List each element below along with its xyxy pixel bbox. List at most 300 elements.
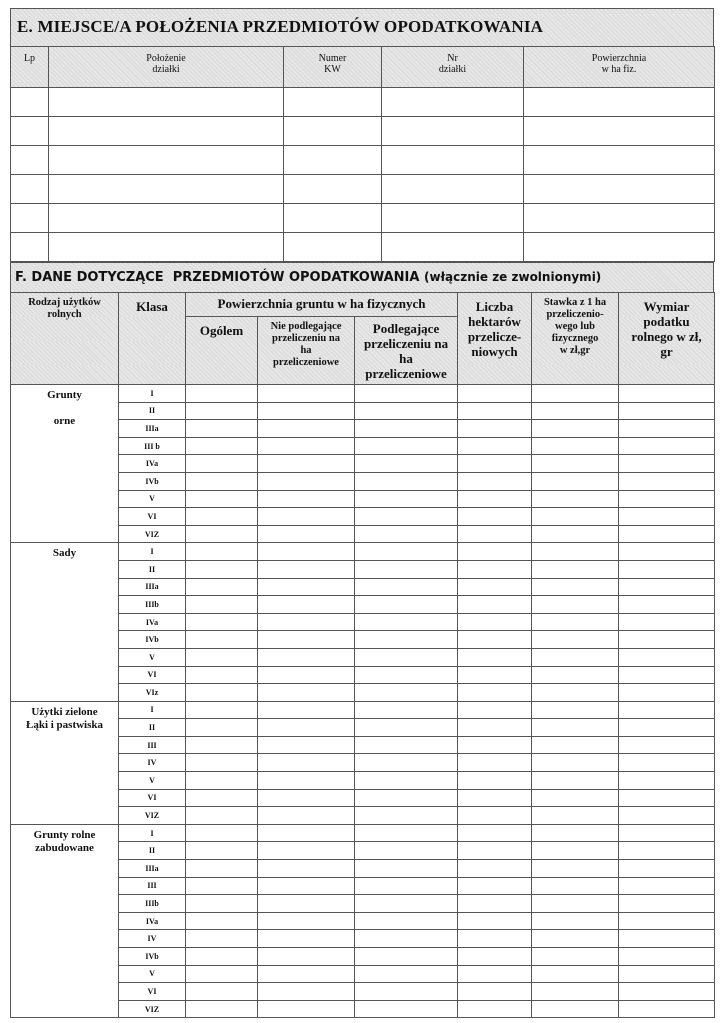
podlegajace-input[interactable] bbox=[355, 701, 458, 719]
ogolem-input[interactable] bbox=[186, 877, 258, 895]
stawka-input[interactable] bbox=[532, 560, 619, 578]
nie-podlegajace-input[interactable] bbox=[258, 525, 355, 543]
wymiar-input[interactable] bbox=[619, 807, 715, 825]
nie-podlegajace-input[interactable] bbox=[258, 789, 355, 807]
liczba-hektarow-input[interactable] bbox=[458, 965, 532, 983]
section-f-row bbox=[11, 701, 715, 719]
stawka-input[interactable] bbox=[532, 877, 619, 895]
nie-podlegajace-input[interactable] bbox=[258, 912, 355, 930]
wymiar-input[interactable] bbox=[619, 402, 715, 420]
liczba-hektarow-input[interactable] bbox=[458, 455, 532, 473]
klasa-cell: IV bbox=[119, 754, 186, 772]
ogolem-input[interactable] bbox=[186, 930, 258, 948]
polozenie-input[interactable] bbox=[49, 88, 284, 117]
liczba-hektarow-input[interactable] bbox=[458, 772, 532, 790]
klasa-cell: III bbox=[119, 877, 186, 895]
stawka-input[interactable] bbox=[532, 754, 619, 772]
numer-kw-input[interactable] bbox=[284, 117, 382, 146]
nr-dzialki-input[interactable] bbox=[382, 117, 524, 146]
liczba-hektarow-input[interactable] bbox=[458, 472, 532, 490]
stawka-input[interactable] bbox=[532, 385, 619, 403]
podlegajace-input[interactable] bbox=[355, 895, 458, 913]
wymiar-input[interactable] bbox=[619, 490, 715, 508]
nie-podlegajace-input[interactable] bbox=[258, 736, 355, 754]
liczba-hektarow-input[interactable] bbox=[458, 437, 532, 455]
wymiar-input[interactable] bbox=[619, 877, 715, 895]
section-f-title-tail: (włącznie ze zwolnionymi) bbox=[424, 270, 602, 284]
podlegajace-input[interactable] bbox=[355, 578, 458, 596]
klasa-cell: I bbox=[119, 701, 186, 719]
nie-podlegajace-input[interactable] bbox=[258, 560, 355, 578]
liczba-hektarow-input[interactable] bbox=[458, 684, 532, 702]
section-e-row bbox=[11, 88, 715, 117]
podlegajace-input[interactable] bbox=[355, 860, 458, 878]
header-rodzaj: Rodzaj użytków rolnych bbox=[11, 293, 119, 385]
podlegajace-input[interactable] bbox=[355, 437, 458, 455]
powierzchnia-input[interactable] bbox=[524, 233, 715, 262]
klasa-cell: II bbox=[119, 842, 186, 860]
podlegajace-input[interactable] bbox=[355, 402, 458, 420]
liczba-hektarow-input[interactable] bbox=[458, 666, 532, 684]
powierzchnia-input[interactable] bbox=[524, 204, 715, 233]
polozenie-input[interactable] bbox=[49, 146, 284, 175]
klasa-cell: IVb bbox=[119, 631, 186, 649]
wymiar-input[interactable] bbox=[619, 895, 715, 913]
nr-dzialki-input[interactable] bbox=[382, 146, 524, 175]
powierzchnia-input[interactable] bbox=[524, 146, 715, 175]
liczba-hektarow-input[interactable] bbox=[458, 596, 532, 614]
stawka-input[interactable] bbox=[532, 420, 619, 438]
wymiar-input[interactable] bbox=[619, 420, 715, 438]
wymiar-input[interactable] bbox=[619, 948, 715, 966]
stawka-input[interactable] bbox=[532, 508, 619, 526]
nie-podlegajace-input[interactable] bbox=[258, 772, 355, 790]
header-nie-podlegajace: Nie podlegające przeliczeniu na ha przeliczeniowe bbox=[258, 317, 355, 385]
liczba-hektarow-input[interactable] bbox=[458, 525, 532, 543]
klasa-cell: II bbox=[119, 402, 186, 420]
stawka-input[interactable] bbox=[532, 789, 619, 807]
wymiar-input[interactable] bbox=[619, 701, 715, 719]
liczba-hektarow-input[interactable] bbox=[458, 824, 532, 842]
wymiar-input[interactable] bbox=[619, 912, 715, 930]
wymiar-input[interactable] bbox=[619, 613, 715, 631]
nie-podlegajace-input[interactable] bbox=[258, 420, 355, 438]
klasa-cell: IIIb bbox=[119, 895, 186, 913]
podlegajace-input[interactable] bbox=[355, 560, 458, 578]
liczba-hektarow-input[interactable] bbox=[458, 385, 532, 403]
stawka-input[interactable] bbox=[532, 736, 619, 754]
header-podlegajace: Podlegające przeliczeniu na ha przeliczeniowe bbox=[355, 317, 458, 385]
podlegajace-input[interactable] bbox=[355, 930, 458, 948]
stawka-input[interactable] bbox=[532, 402, 619, 420]
liczba-hektarow-input[interactable] bbox=[458, 701, 532, 719]
podlegajace-input[interactable] bbox=[355, 736, 458, 754]
liczba-hektarow-input[interactable] bbox=[458, 912, 532, 930]
nie-podlegajace-input[interactable] bbox=[258, 472, 355, 490]
ogolem-input[interactable] bbox=[186, 754, 258, 772]
ogolem-input[interactable] bbox=[186, 437, 258, 455]
liczba-hektarow-input[interactable] bbox=[458, 789, 532, 807]
podlegajace-input[interactable] bbox=[355, 789, 458, 807]
wymiar-input[interactable] bbox=[619, 631, 715, 649]
ogolem-input[interactable] bbox=[186, 472, 258, 490]
header-powierzchnia: Powierzchnia gruntu w ha fizycznych bbox=[186, 293, 458, 317]
podlegajace-input[interactable] bbox=[355, 455, 458, 473]
podlegajace-input[interactable] bbox=[355, 842, 458, 860]
lp-cell bbox=[11, 175, 49, 204]
nr-dzialki-input[interactable] bbox=[382, 233, 524, 262]
section-e-table bbox=[10, 46, 715, 262]
klasa-cell: III b bbox=[119, 437, 186, 455]
nie-podlegajace-input[interactable] bbox=[258, 402, 355, 420]
section-e-row bbox=[11, 146, 715, 175]
wymiar-input[interactable] bbox=[619, 472, 715, 490]
nie-podlegajace-input[interactable] bbox=[258, 543, 355, 561]
liczba-hektarow-input[interactable] bbox=[458, 543, 532, 561]
liczba-hektarow-input[interactable] bbox=[458, 402, 532, 420]
numer-kw-input[interactable] bbox=[284, 146, 382, 175]
stawka-input[interactable] bbox=[532, 719, 619, 737]
liczba-hektarow-input[interactable] bbox=[458, 948, 532, 966]
ogolem-input[interactable] bbox=[186, 789, 258, 807]
ogolem-input[interactable] bbox=[186, 842, 258, 860]
klasa-cell: V bbox=[119, 965, 186, 983]
wymiar-input[interactable] bbox=[619, 930, 715, 948]
klasa-cell: I bbox=[119, 824, 186, 842]
stawka-input[interactable] bbox=[532, 578, 619, 596]
nie-podlegajace-input[interactable] bbox=[258, 948, 355, 966]
nr-dzialki-input[interactable] bbox=[382, 88, 524, 117]
nie-podlegajace-input[interactable] bbox=[258, 983, 355, 1001]
wymiar-input[interactable] bbox=[619, 596, 715, 614]
liczba-hektarow-input[interactable] bbox=[458, 508, 532, 526]
podlegajace-input[interactable] bbox=[355, 508, 458, 526]
col-numer-kw: Numer KW bbox=[284, 47, 382, 88]
wymiar-input[interactable] bbox=[619, 508, 715, 526]
podlegajace-input[interactable] bbox=[355, 684, 458, 702]
powierzchnia-input[interactable] bbox=[524, 117, 715, 146]
podlegajace-input[interactable] bbox=[355, 1000, 458, 1018]
stawka-input[interactable] bbox=[532, 596, 619, 614]
stawka-input[interactable] bbox=[532, 807, 619, 825]
klasa-cell: VI bbox=[119, 508, 186, 526]
stawka-input[interactable] bbox=[532, 613, 619, 631]
podlegajace-input[interactable] bbox=[355, 472, 458, 490]
ogolem-input[interactable] bbox=[186, 860, 258, 878]
nie-podlegajace-input[interactable] bbox=[258, 895, 355, 913]
liczba-hektarow-input[interactable] bbox=[458, 648, 532, 666]
polozenie-input[interactable] bbox=[49, 175, 284, 204]
ogolem-input[interactable] bbox=[186, 719, 258, 737]
col-polozenie: Położenie działki bbox=[49, 47, 284, 88]
klasa-cell: IVa bbox=[119, 912, 186, 930]
podlegajace-input[interactable] bbox=[355, 877, 458, 895]
group-label: Grunty rolne zabudowane bbox=[11, 824, 119, 1018]
podlegajace-input[interactable] bbox=[355, 912, 458, 930]
lp-cell bbox=[11, 88, 49, 117]
ogolem-input[interactable] bbox=[186, 948, 258, 966]
wymiar-input[interactable] bbox=[619, 983, 715, 1001]
podlegajace-input[interactable] bbox=[355, 490, 458, 508]
liczba-hektarow-input[interactable] bbox=[458, 719, 532, 737]
wymiar-input[interactable] bbox=[619, 437, 715, 455]
ogolem-input[interactable] bbox=[186, 807, 258, 825]
wymiar-input[interactable] bbox=[619, 543, 715, 561]
wymiar-input[interactable] bbox=[619, 965, 715, 983]
liczba-hektarow-input[interactable] bbox=[458, 754, 532, 772]
numer-kw-input[interactable] bbox=[284, 88, 382, 117]
ogolem-input[interactable] bbox=[186, 684, 258, 702]
stawka-input[interactable] bbox=[532, 631, 619, 649]
ogolem-input[interactable] bbox=[186, 736, 258, 754]
stawka-input[interactable] bbox=[532, 525, 619, 543]
ogolem-input[interactable] bbox=[186, 824, 258, 842]
klasa-cell: IVa bbox=[119, 613, 186, 631]
wymiar-input[interactable] bbox=[619, 385, 715, 403]
section-e-row bbox=[11, 233, 715, 262]
nie-podlegajace-input[interactable] bbox=[258, 385, 355, 403]
section-e-title: E. MIEJSCE/A POŁOŻENIA PRZEDMIOTÓW OPODATKOWANIA bbox=[10, 8, 714, 46]
header-wymiar: Wymiar podatku rolnego w zł, gr bbox=[619, 293, 715, 385]
ogolem-input[interactable] bbox=[186, 560, 258, 578]
lp-cell bbox=[11, 233, 49, 262]
liczba-hektarow-input[interactable] bbox=[458, 420, 532, 438]
nie-podlegajace-input[interactable] bbox=[258, 860, 355, 878]
stawka-input[interactable] bbox=[532, 965, 619, 983]
podlegajace-input[interactable] bbox=[355, 385, 458, 403]
nie-podlegajace-input[interactable] bbox=[258, 965, 355, 983]
form-page bbox=[10, 8, 714, 1018]
ogolem-input[interactable] bbox=[186, 613, 258, 631]
ogolem-input[interactable] bbox=[186, 455, 258, 473]
liczba-hektarow-input[interactable] bbox=[458, 930, 532, 948]
klasa-cell: IVa bbox=[119, 455, 186, 473]
header-liczba: Liczba hektarów przelicze- niowych bbox=[458, 293, 532, 385]
lp-cell bbox=[11, 117, 49, 146]
stawka-input[interactable] bbox=[532, 666, 619, 684]
klasa-cell: IVb bbox=[119, 472, 186, 490]
liczba-hektarow-input[interactable] bbox=[458, 860, 532, 878]
nr-dzialki-input[interactable] bbox=[382, 204, 524, 233]
stawka-input[interactable] bbox=[532, 948, 619, 966]
ogolem-input[interactable] bbox=[186, 490, 258, 508]
podlegajace-input[interactable] bbox=[355, 596, 458, 614]
nie-podlegajace-input[interactable] bbox=[258, 930, 355, 948]
polozenie-input[interactable] bbox=[49, 204, 284, 233]
nie-podlegajace-input[interactable] bbox=[258, 596, 355, 614]
wymiar-input[interactable] bbox=[619, 684, 715, 702]
wymiar-input[interactable] bbox=[619, 578, 715, 596]
liczba-hektarow-input[interactable] bbox=[458, 895, 532, 913]
nie-podlegajace-input[interactable] bbox=[258, 648, 355, 666]
klasa-cell: IV bbox=[119, 930, 186, 948]
podlegajace-input[interactable] bbox=[355, 543, 458, 561]
ogolem-input[interactable] bbox=[186, 385, 258, 403]
klasa-cell: VIZ bbox=[119, 807, 186, 825]
stawka-input[interactable] bbox=[532, 648, 619, 666]
nie-podlegajace-input[interactable] bbox=[258, 842, 355, 860]
ogolem-input[interactable] bbox=[186, 895, 258, 913]
numer-kw-input[interactable] bbox=[284, 175, 382, 204]
ogolem-input[interactable] bbox=[186, 420, 258, 438]
klasa-cell: VI bbox=[119, 789, 186, 807]
ogolem-input[interactable] bbox=[186, 543, 258, 561]
klasa-cell: VIz bbox=[119, 684, 186, 702]
liczba-hektarow-input[interactable] bbox=[458, 877, 532, 895]
group-label: Grunty orne bbox=[11, 385, 119, 543]
ogolem-input[interactable] bbox=[186, 508, 258, 526]
ogolem-input[interactable] bbox=[186, 525, 258, 543]
liczba-hektarow-input[interactable] bbox=[458, 613, 532, 631]
podlegajace-input[interactable] bbox=[355, 631, 458, 649]
wymiar-input[interactable] bbox=[619, 860, 715, 878]
polozenie-input[interactable] bbox=[49, 117, 284, 146]
nie-podlegajace-input[interactable] bbox=[258, 455, 355, 473]
ogolem-input[interactable] bbox=[186, 772, 258, 790]
section-f-title bbox=[10, 262, 714, 292]
ogolem-input[interactable] bbox=[186, 578, 258, 596]
stawka-input[interactable] bbox=[532, 684, 619, 702]
numer-kw-input[interactable] bbox=[284, 233, 382, 262]
wymiar-input[interactable] bbox=[619, 648, 715, 666]
wymiar-input[interactable] bbox=[619, 525, 715, 543]
stawka-input[interactable] bbox=[532, 895, 619, 913]
liczba-hektarow-input[interactable] bbox=[458, 736, 532, 754]
wymiar-input[interactable] bbox=[619, 824, 715, 842]
podlegajace-input[interactable] bbox=[355, 983, 458, 1001]
nr-dzialki-input[interactable] bbox=[382, 175, 524, 204]
nie-podlegajace-input[interactable] bbox=[258, 807, 355, 825]
wymiar-input[interactable] bbox=[619, 560, 715, 578]
nie-podlegajace-input[interactable] bbox=[258, 631, 355, 649]
podlegajace-input[interactable] bbox=[355, 420, 458, 438]
section-e-row bbox=[11, 175, 715, 204]
liczba-hektarow-input[interactable] bbox=[458, 1000, 532, 1018]
powierzchnia-input[interactable] bbox=[524, 88, 715, 117]
stawka-input[interactable] bbox=[532, 490, 619, 508]
stawka-input[interactable] bbox=[532, 842, 619, 860]
nie-podlegajace-input[interactable] bbox=[258, 719, 355, 737]
podlegajace-input[interactable] bbox=[355, 719, 458, 737]
numer-kw-input[interactable] bbox=[284, 204, 382, 233]
nie-podlegajace-input[interactable] bbox=[258, 666, 355, 684]
ogolem-input[interactable] bbox=[186, 1000, 258, 1018]
liczba-hektarow-input[interactable] bbox=[458, 631, 532, 649]
nie-podlegajace-input[interactable] bbox=[258, 824, 355, 842]
header-klasa: Klasa bbox=[119, 293, 186, 385]
klasa-cell: IIIa bbox=[119, 578, 186, 596]
section-f-table bbox=[10, 292, 715, 1018]
nie-podlegajace-input[interactable] bbox=[258, 437, 355, 455]
stawka-input[interactable] bbox=[532, 437, 619, 455]
klasa-cell: VI bbox=[119, 983, 186, 1001]
podlegajace-input[interactable] bbox=[355, 948, 458, 966]
nie-podlegajace-input[interactable] bbox=[258, 877, 355, 895]
ogolem-input[interactable] bbox=[186, 402, 258, 420]
polozenie-input[interactable] bbox=[49, 233, 284, 262]
wymiar-input[interactable] bbox=[619, 719, 715, 737]
nie-podlegajace-input[interactable] bbox=[258, 701, 355, 719]
klasa-cell: IIIb bbox=[119, 596, 186, 614]
liczba-hektarow-input[interactable] bbox=[458, 560, 532, 578]
wymiar-input[interactable] bbox=[619, 754, 715, 772]
stawka-input[interactable] bbox=[532, 930, 619, 948]
header-stawka: Stawka z 1 ha przeliczenio- wego lub fizycznego w zł,gr bbox=[532, 293, 619, 385]
podlegajace-input[interactable] bbox=[355, 525, 458, 543]
ogolem-input[interactable] bbox=[186, 666, 258, 684]
stawka-input[interactable] bbox=[532, 701, 619, 719]
wymiar-input[interactable] bbox=[619, 666, 715, 684]
nie-podlegajace-input[interactable] bbox=[258, 508, 355, 526]
stawka-input[interactable] bbox=[532, 983, 619, 1001]
podlegajace-input[interactable] bbox=[355, 666, 458, 684]
ogolem-input[interactable] bbox=[186, 912, 258, 930]
group-label: Sady bbox=[11, 543, 119, 701]
ogolem-input[interactable] bbox=[186, 983, 258, 1001]
powierzchnia-input[interactable] bbox=[524, 175, 715, 204]
podlegajace-input[interactable] bbox=[355, 807, 458, 825]
klasa-cell: V bbox=[119, 648, 186, 666]
podlegajace-input[interactable] bbox=[355, 772, 458, 790]
ogolem-input[interactable] bbox=[186, 631, 258, 649]
nie-podlegajace-input[interactable] bbox=[258, 613, 355, 631]
wymiar-input[interactable] bbox=[619, 736, 715, 754]
klasa-cell: V bbox=[119, 490, 186, 508]
nie-podlegajace-input[interactable] bbox=[258, 490, 355, 508]
liczba-hektarow-input[interactable] bbox=[458, 490, 532, 508]
stawka-input[interactable] bbox=[532, 772, 619, 790]
wymiar-input[interactable] bbox=[619, 772, 715, 790]
podlegajace-input[interactable] bbox=[355, 965, 458, 983]
col-nr-dzialki: Nr działki bbox=[382, 47, 524, 88]
section-e-row bbox=[11, 204, 715, 233]
stawka-input[interactable] bbox=[532, 860, 619, 878]
wymiar-input[interactable] bbox=[619, 842, 715, 860]
wymiar-input[interactable] bbox=[619, 789, 715, 807]
klasa-cell: IIIa bbox=[119, 420, 186, 438]
ogolem-input[interactable] bbox=[186, 965, 258, 983]
liczba-hektarow-input[interactable] bbox=[458, 578, 532, 596]
wymiar-input[interactable] bbox=[619, 455, 715, 473]
klasa-cell: V bbox=[119, 772, 186, 790]
stawka-input[interactable] bbox=[532, 472, 619, 490]
podlegajace-input[interactable] bbox=[355, 648, 458, 666]
liczba-hektarow-input[interactable] bbox=[458, 842, 532, 860]
stawka-input[interactable] bbox=[532, 455, 619, 473]
stawka-input[interactable] bbox=[532, 912, 619, 930]
ogolem-input[interactable] bbox=[186, 596, 258, 614]
nie-podlegajace-input[interactable] bbox=[258, 754, 355, 772]
liczba-hektarow-input[interactable] bbox=[458, 983, 532, 1001]
nie-podlegajace-input[interactable] bbox=[258, 578, 355, 596]
nie-podlegajace-input[interactable] bbox=[258, 1000, 355, 1018]
klasa-cell: II bbox=[119, 719, 186, 737]
nie-podlegajace-input[interactable] bbox=[258, 684, 355, 702]
group-label: Użytki zielone Łąki i pastwiska bbox=[11, 701, 119, 824]
ogolem-input[interactable] bbox=[186, 701, 258, 719]
podlegajace-input[interactable] bbox=[355, 613, 458, 631]
stawka-input[interactable] bbox=[532, 824, 619, 842]
liczba-hektarow-input[interactable] bbox=[458, 807, 532, 825]
col-lp: Lp bbox=[11, 47, 49, 88]
klasa-cell: I bbox=[119, 543, 186, 561]
ogolem-input[interactable] bbox=[186, 648, 258, 666]
wymiar-input[interactable] bbox=[619, 1000, 715, 1018]
podlegajace-input[interactable] bbox=[355, 754, 458, 772]
stawka-input[interactable] bbox=[532, 543, 619, 561]
stawka-input[interactable] bbox=[532, 1000, 619, 1018]
podlegajace-input[interactable] bbox=[355, 824, 458, 842]
